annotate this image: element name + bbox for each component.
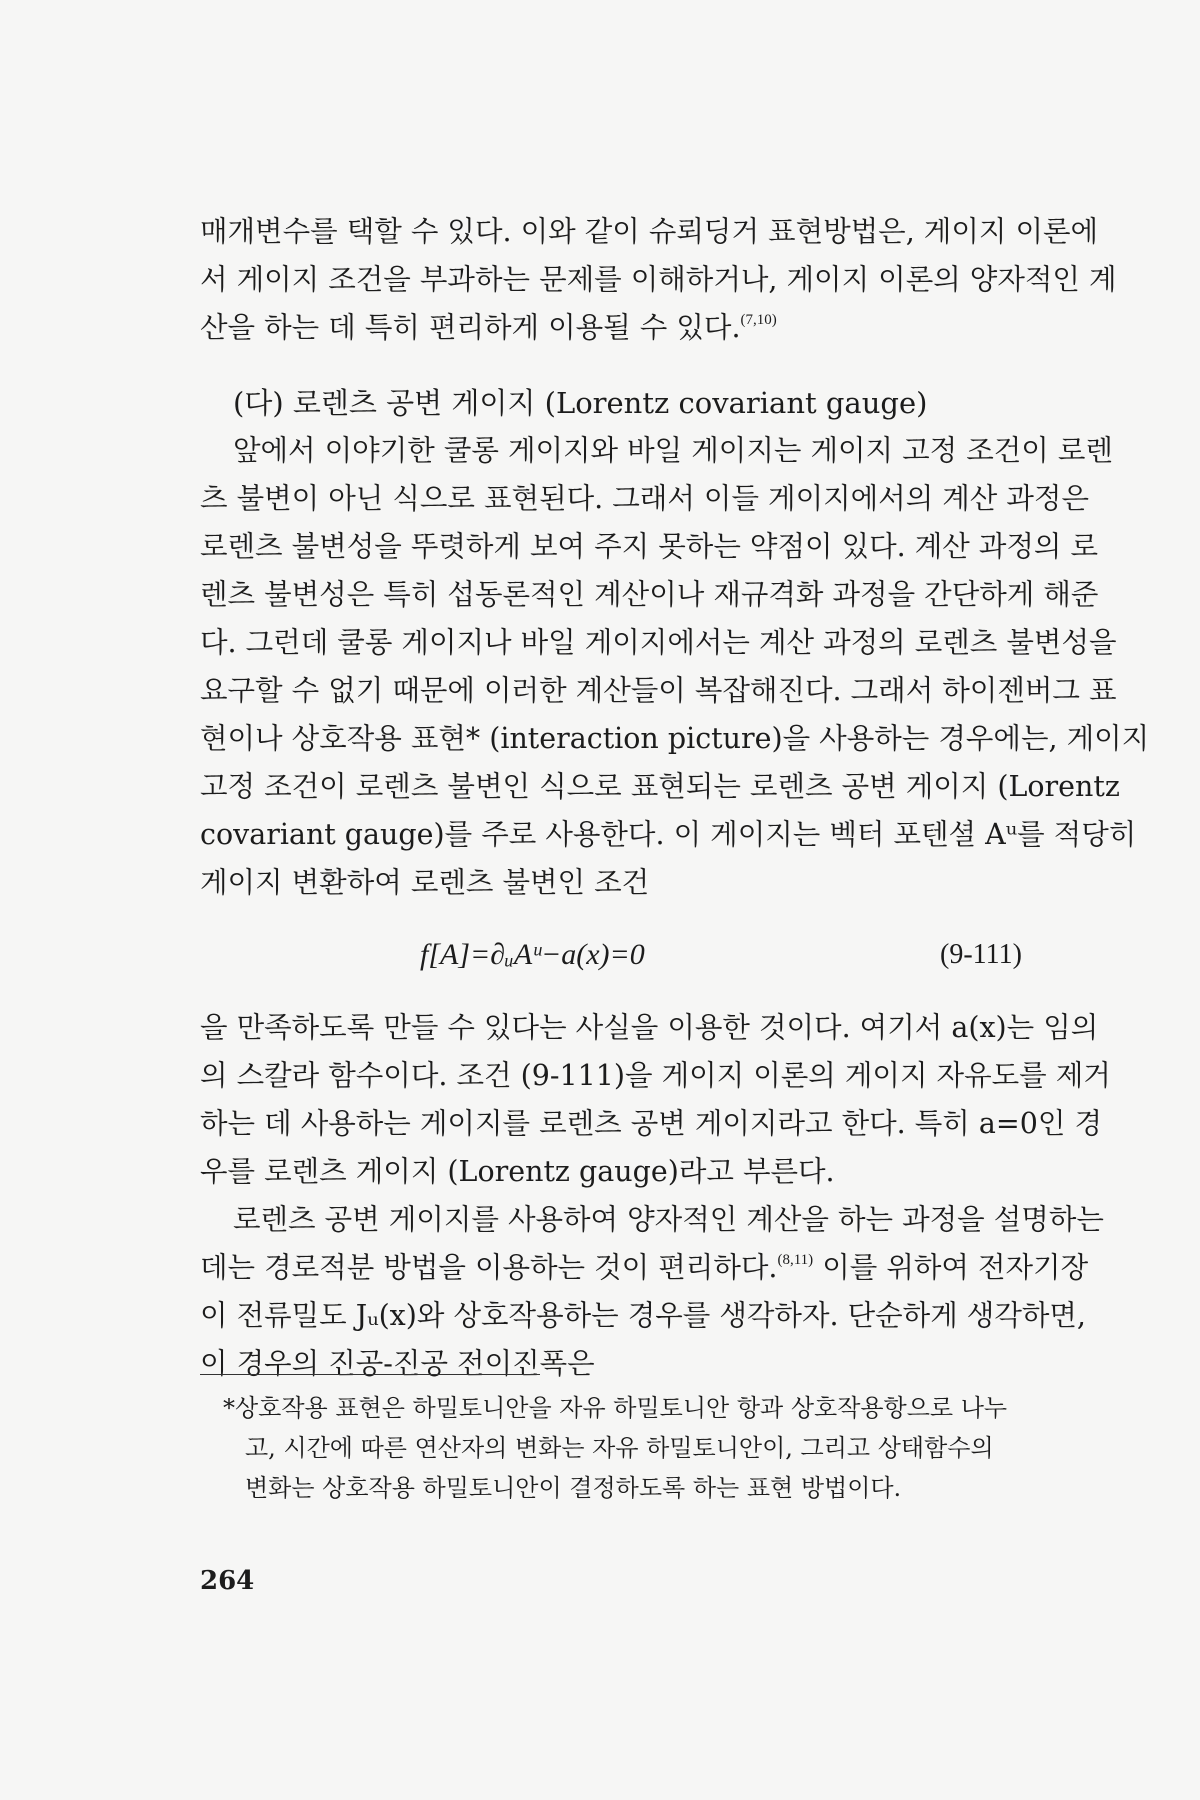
- text-line: covariant gauge)를 주로 사용한다. 이 게이지는 벡터 포텐셜 Aᵘ를 적당히: [200, 818, 1137, 851]
- text-line: 의 스칼라 함수이다. 조건 (9-111)을 게이지 이론의 게이지 자유도를 제거: [200, 1059, 1111, 1092]
- text-line-content: 이를 위하여 전자기장: [822, 1251, 1089, 1284]
- text-line: 고정 조건이 로렌츠 불변인 식으로 표현되는 로렌츠 공변 게이지 (Lorentz: [200, 770, 1120, 803]
- text-line: 앞에서 이야기한 쿨롱 게이지와 바일 게이지는 게이지 고정 조건이 로렌: [233, 434, 1113, 467]
- text-line: 게이지 변환하여 로렌츠 불변인 조건: [200, 866, 650, 899]
- text-line: 요구할 수 없기 때문에 이러한 계산들이 복잡해진다. 그래서 하이젠버그 표: [200, 674, 1117, 707]
- text-line: [200, 1248, 1089, 1288]
- section-heading: (다) 로렌츠 공변 게이지 (Lorentz covariant gauge): [233, 386, 928, 420]
- text-line: 이 전류밀도 Jᵤ(x)와 상호작용하는 경우를 생각하자. 단순하게 생각하면,: [200, 1299, 1086, 1332]
- footnote-line: 변화는 상호작용 하밀토니안이 결정하도록 하는 표현 방법이다.: [245, 1474, 902, 1502]
- text-line-content: 산을 하는 데 특히 편리하게 이용될 수 있다.: [200, 311, 741, 344]
- text-line: [200, 308, 777, 348]
- citation: (7,10): [740, 312, 777, 328]
- text-line: 이 경우의 진공-진공 전이진폭은: [200, 1347, 595, 1380]
- text-line: 다. 그런데 쿨롱 게이지나 바일 게이지에서는 계산 과정의 로렌츠 불변성을: [200, 626, 1117, 659]
- text-line: 츠 불변이 아닌 식으로 표현된다. 그래서 이들 게이지에서의 계산 과정은: [200, 482, 1089, 515]
- footnote-line: *상호작용 표현은 하밀토니안을 자유 하밀토니안 항과 상호작용항으로 나누: [223, 1394, 1008, 1422]
- text-line: 하는 데 사용하는 게이지를 로렌츠 공변 게이지라고 한다. 특히 a=0인 경: [200, 1107, 1102, 1140]
- text-line: 매개변수를 택할 수 있다. 이와 같이 슈뢰딩거 표현방법은, 게이지 이론에: [200, 215, 1099, 248]
- page-number: 264: [200, 1566, 255, 1596]
- citation: (8,11): [777, 1252, 814, 1268]
- text-line: 을 만족하도록 만들 수 있다는 사실을 이용한 것이다. 여기서 a(x)는 임의: [200, 1011, 1099, 1044]
- text-line: 렌츠 불변성은 특히 섭동론적인 계산이나 재규격화 과정을 간단하게 해준: [200, 578, 1099, 611]
- text-line: 현이나 상호작용 표현* (interaction picture)을 사용하는 경우에는, 게이지: [200, 722, 1150, 755]
- footnote-divider: [200, 1374, 540, 1375]
- text-line: 로렌츠 공변 게이지를 사용하여 양자적인 계산을 하는 과정을 설명하는: [233, 1203, 1104, 1236]
- footnote-line: 고, 시간에 따른 연산자의 변화는 자유 하밀토니안이, 그리고 상태함수의: [245, 1434, 994, 1462]
- text-line: 서 게이지 조건을 부과하는 문제를 이해하거나, 게이지 이론의 양자적인 계: [200, 263, 1117, 296]
- text-line: 로렌츠 불변성을 뚜렷하게 보여 주지 못하는 약점이 있다. 계산 과정의 로: [200, 530, 1099, 563]
- text-line: 우를 로렌츠 게이지 (Lorentz gauge)라고 부른다.: [200, 1155, 835, 1188]
- equation-formula: f[A]=∂ᵤAᵘ−a(x)=0: [420, 938, 645, 971]
- equation: [420, 935, 645, 975]
- text-line-content: 데는 경로적분 방법을 이용하는 것이 편리하다.: [200, 1251, 778, 1284]
- equation-number: (9-111): [940, 939, 1022, 970]
